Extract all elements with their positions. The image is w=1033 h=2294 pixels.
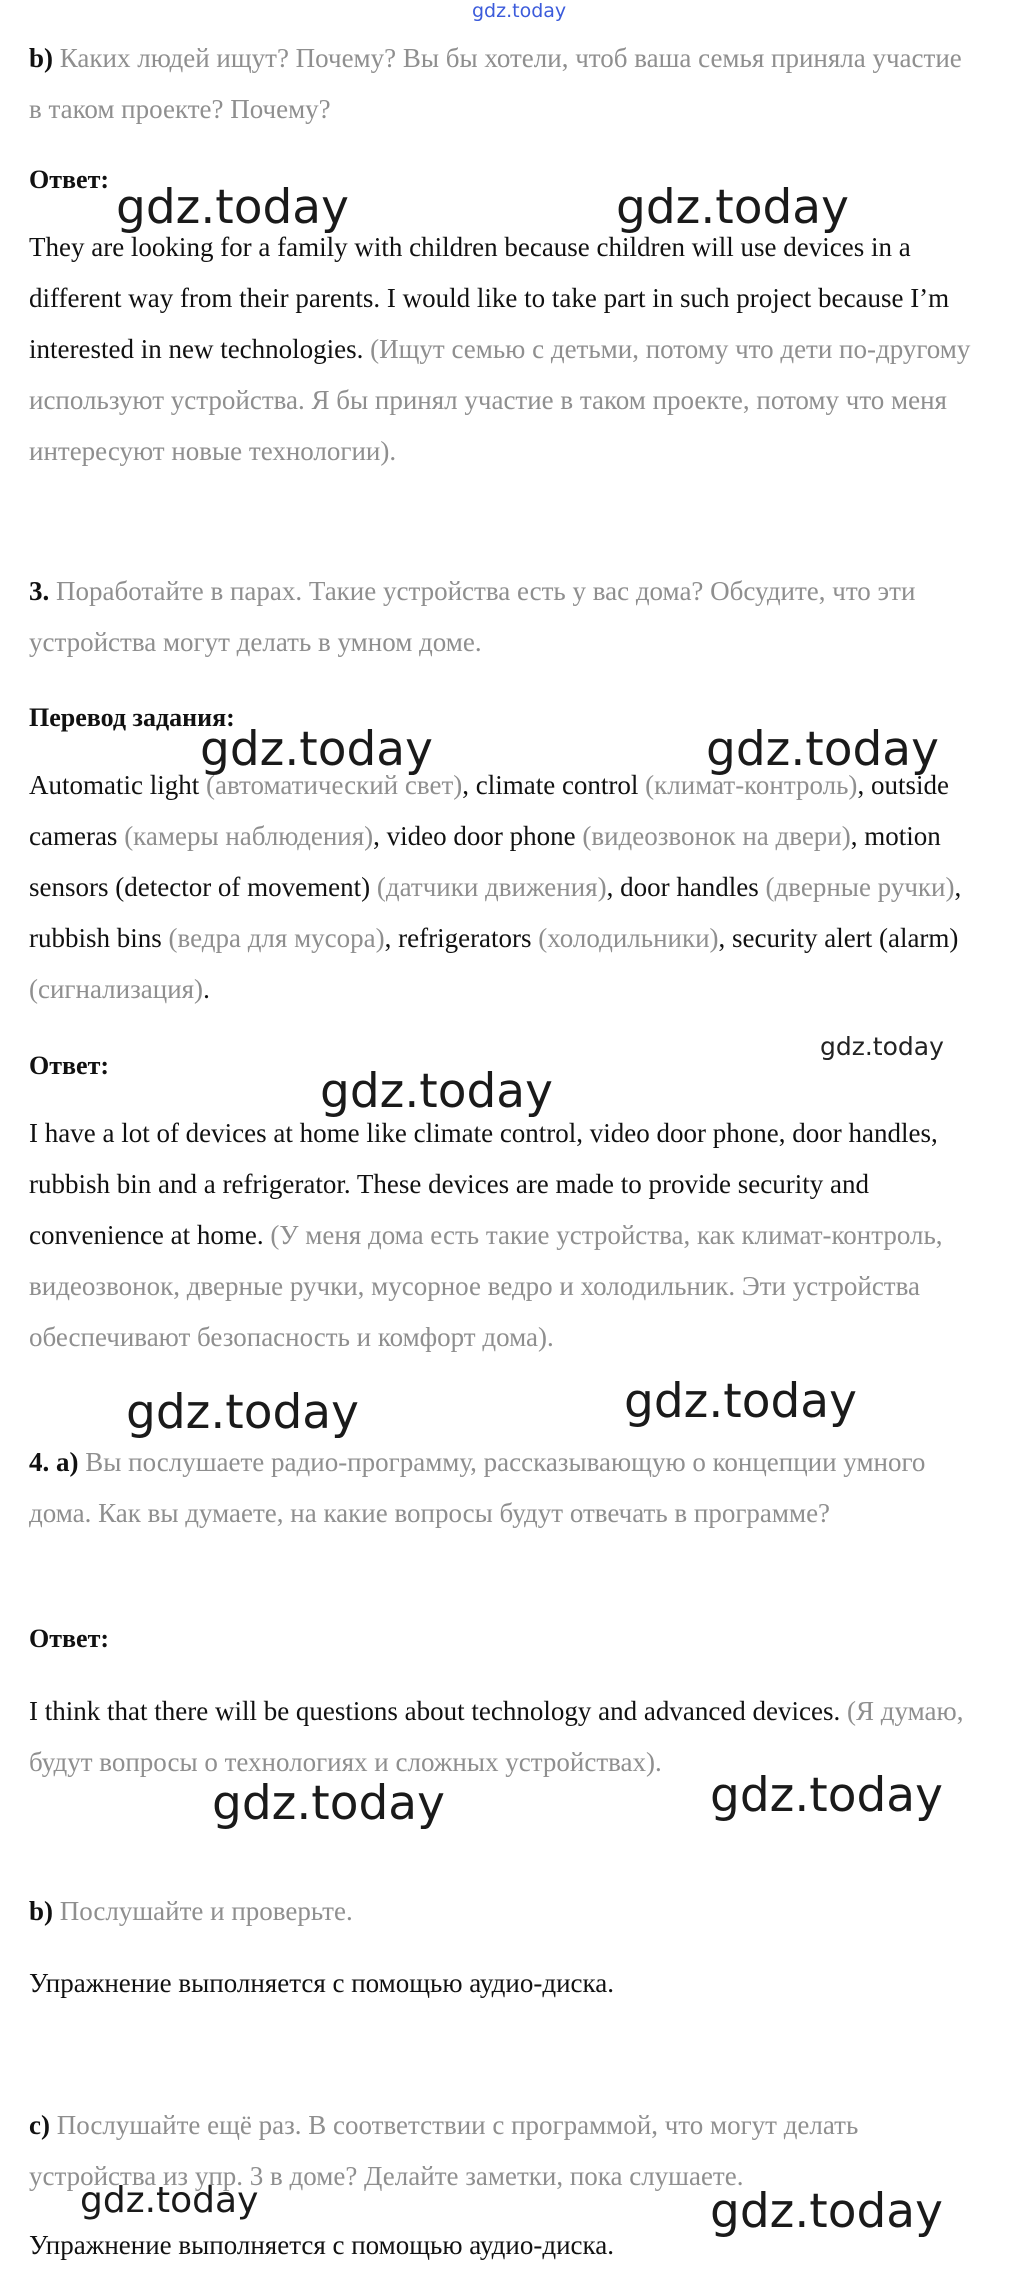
task-text: Послушайте ещё раз. В соответствии с программой, что могут делать устройства из упр. 3 в доме? Делайте заметки, пока слушаете. [29, 2110, 859, 2191]
answer-heading: Ответ: [29, 165, 110, 194]
answer-heading: Ответ: [29, 1051, 110, 1080]
section-3-translation [29, 760, 979, 1015]
task-text: Каких людей ищут? Почему? Вы бы хотели, чтоб ваша семья приняла участие в таком проекте? Почему? [29, 43, 962, 124]
term-en: , rubbish bins [29, 872, 962, 953]
term-en: , security alert (alarm) [718, 923, 959, 953]
answer-russian: (Ищут семью с детьми, потому что дети по-другому используют устройства. Я бы принял участие в таком проекте, потому что меня интересуют новые технологии). [29, 334, 971, 466]
section-4a-answer [29, 1686, 979, 1788]
term-ru: (холодильники) [538, 923, 719, 953]
answer-russian: (У меня дома есть такие устройства, как климат-контроль, видеозвонок, дверные ручки, мусорное ведро и холодильник. Эти устройства обеспечивают безопасность и комфорт дома). [29, 1220, 943, 1352]
watermark: gdz.today [710, 2184, 943, 2239]
section-label: c) [29, 2110, 50, 2140]
section-4b-note: Упражнение выполняется с помощью аудио-диска. [29, 1968, 614, 1998]
term-ru: (сигнализация) [29, 974, 204, 1004]
watermark: gdz.today [624, 1374, 857, 1429]
term-en: , refrigerators [384, 923, 532, 953]
answer-english: I think that there will be questions about technology and advanced devices. [29, 1696, 841, 1726]
answer-english: I have a lot of devices at home like climate control, video door phone, door handles, rubbish bin and a refrigerator. These devices are made to provide security and convenience at home. [29, 1118, 938, 1250]
term-en: , motion sensors (detector of movement) [29, 821, 941, 902]
section-4c-note: Упражнение выполняется с помощью аудио-диска. [29, 2230, 614, 2260]
term-ru: (видеозвонок на двери) [582, 821, 851, 851]
term-en: , video door phone [373, 821, 576, 851]
term-ru: (датчики движения) [376, 872, 607, 902]
section-label: b) [29, 1896, 54, 1926]
term-ru: (дверные ручки) [765, 872, 955, 902]
watermark: gdz.today [616, 180, 849, 235]
term-ru: (камеры наблюдения) [124, 821, 374, 851]
term-en: , climate control [462, 770, 639, 800]
answer-russian: (Я думаю, будут вопросы о технологиях и сложных устройствах). [29, 1696, 964, 1777]
term-end: . [203, 974, 210, 1004]
watermark: gdz.today [126, 1385, 359, 1440]
term-ru: (климат-контроль) [645, 770, 858, 800]
watermark: gdz.today [116, 180, 349, 235]
section-label: b) [29, 43, 54, 73]
term-en: , outside cameras [29, 770, 949, 851]
watermark: gdz.today [820, 1032, 944, 1061]
watermark: gdz.today [212, 1776, 445, 1831]
section-label: 4. a) [29, 1447, 79, 1477]
section-2b-task [29, 33, 979, 135]
section-4b-task [29, 1886, 979, 1937]
section-4a-task [29, 1437, 979, 1539]
answer-heading: Ответ: [29, 1624, 110, 1653]
term-en: Automatic light [29, 770, 200, 800]
task-text: Послушайте и проверьте. [59, 1896, 353, 1926]
term-en: , door handles [606, 872, 759, 902]
section-4c-task [29, 2100, 979, 2202]
watermark: gdz.today [200, 722, 433, 777]
task-text: Поработайте в парах. Такие устройства есть у вас дома? Обсудите, что эти устройства могут делать в умном доме. [29, 576, 916, 657]
section-label: 3. [29, 576, 50, 606]
watermark: gdz.today [706, 722, 939, 777]
answer-english: They are looking for a family with children because children will use devices in a different way from their parents. I would like to take part in such project because I’m interested in new technologies. [29, 232, 950, 364]
section-3-answer [29, 1108, 979, 1363]
watermark: gdz.today [320, 1064, 553, 1119]
section-3-task [29, 566, 979, 668]
task-text: Вы послушаете радио-программу, рассказывающую о концепции умного дома. Как вы думаете, на какие вопросы будут отвечать в программе? [29, 1447, 926, 1528]
translation-heading: Перевод задания: [29, 703, 235, 732]
watermark-top: gdz.today [472, 0, 567, 22]
watermark: gdz.today [80, 2180, 259, 2221]
term-ru: (автоматический свет) [205, 770, 463, 800]
term-ru: (ведра для мусора) [168, 923, 385, 953]
watermark: gdz.today [710, 1768, 943, 1823]
section-2b-answer [29, 222, 979, 477]
